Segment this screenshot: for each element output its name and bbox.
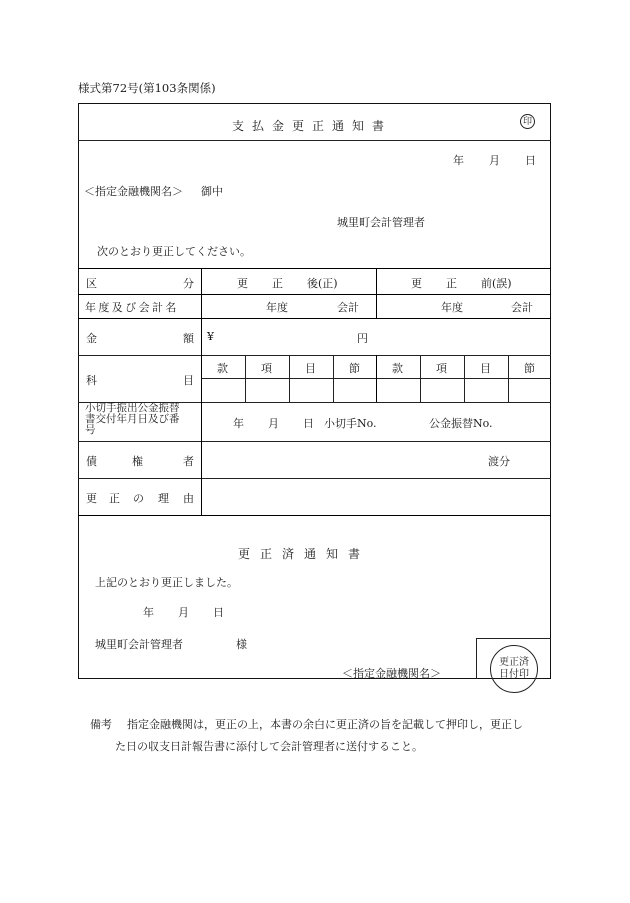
- done-text: 上記のとおり更正しました。: [95, 576, 238, 589]
- kamoku-col-5: [420, 355, 421, 402]
- before-a: 更: [411, 277, 422, 290]
- kamoku-sub-moku-after: 目: [305, 362, 316, 375]
- nendo-after: 年度: [266, 301, 288, 314]
- bank-addressee: ＜指定金融機関名＞: [84, 185, 183, 198]
- kamoku-col-6: [464, 355, 465, 402]
- sender: 城里町会計管理者: [337, 216, 425, 229]
- kamoku-b: 目: [183, 374, 194, 387]
- kogitte-label-1: 小切手振出公金振替: [85, 402, 180, 414]
- kamoku-sub-setsu-before: 節: [524, 362, 535, 375]
- date-month: 月: [489, 154, 500, 167]
- riyu-c: の: [133, 492, 144, 505]
- watashibun: 渡分: [488, 455, 510, 468]
- kaikei-before: 会計: [511, 301, 533, 314]
- done-sama: 様: [236, 638, 247, 651]
- riyu-e: 由: [183, 492, 194, 505]
- done-day: 日: [213, 606, 224, 619]
- kamoku-sub-kou-before: 項: [436, 362, 447, 375]
- after-c: 後(正): [307, 277, 338, 290]
- label-column-line: [201, 268, 202, 515]
- kogitte-month: 月: [268, 417, 279, 430]
- done-month: 月: [178, 606, 189, 619]
- stamp-box-left: [476, 638, 477, 679]
- kogitte-label-3: 号: [85, 424, 96, 436]
- after-a: 更: [237, 277, 248, 290]
- kubun-a: 区: [86, 277, 97, 290]
- saikensha-b: 権: [132, 455, 143, 468]
- riyu-a: 更: [86, 492, 97, 505]
- row-line-3: [78, 355, 551, 356]
- nendo-before: 年度: [441, 301, 463, 314]
- kaikei-after: 会計: [337, 301, 359, 314]
- kamoku-sub-kan-after: 款: [217, 362, 228, 375]
- table-top-line: [78, 268, 551, 269]
- kamoku-col-2: [289, 355, 290, 402]
- row-line-1: [78, 294, 551, 295]
- date-day: 日: [525, 154, 536, 167]
- kamoku-sub-setsu-after: 節: [349, 362, 360, 375]
- done-bank: ＜指定金融機関名＞: [342, 667, 441, 680]
- kogitte-no: 小切手No.: [324, 417, 377, 430]
- kamoku-sub-moku-before: 目: [480, 362, 491, 375]
- kamoku-sub-kan-before: 款: [392, 362, 403, 375]
- form-title: 支払金更正通知書: [232, 119, 393, 133]
- kamoku-col-7: [508, 355, 509, 402]
- done-recipient: 城里町会計管理者: [95, 638, 183, 651]
- yen-mark: ¥: [207, 330, 214, 343]
- saikensha-c: 者: [183, 455, 194, 468]
- before-c: 前(誤): [481, 277, 512, 290]
- kubun-b: 分: [183, 277, 194, 290]
- kogitte-day: 日: [303, 417, 314, 430]
- stamp-box-top: [476, 638, 551, 639]
- saikensha-a: 債: [86, 455, 97, 468]
- form-number: 様式第72号(第103条関係): [78, 81, 216, 95]
- kamoku-col-1: [245, 355, 246, 402]
- kamoku-sub-kou-after: 項: [261, 362, 272, 375]
- row-line-6: [78, 478, 551, 479]
- note-line-1: 指定金融機関は，更正の上，本書の余白に更正済の旨を記載して押印し，更正し: [127, 718, 523, 731]
- row-line-5: [78, 441, 551, 442]
- mid-column-line-top: [376, 268, 377, 318]
- kamoku-col-3: [333, 355, 334, 402]
- title-divider: [78, 140, 551, 141]
- date-year: 年: [453, 154, 464, 167]
- seal-mark: 印: [520, 114, 535, 129]
- kogitte-label-2: 書交付年月日及び番: [85, 413, 180, 425]
- riyu-d: 理: [158, 492, 169, 505]
- kingaku-b: 額: [183, 332, 194, 345]
- before-b: 正: [446, 277, 457, 290]
- table-bottom-line: [78, 515, 551, 516]
- kogitte-year: 年: [233, 417, 244, 430]
- note-label: 備考: [90, 718, 112, 731]
- stamp-line-2: 日付印: [499, 669, 529, 680]
- yen-unit: 円: [357, 332, 368, 345]
- note-line-2: た日の収支日計報告書に添付して会計管理者に送付すること。: [115, 740, 423, 753]
- furikae-no: 公金振替No.: [429, 417, 493, 430]
- stamp-line-1: 更正済: [499, 657, 529, 668]
- mid-column-line-kamoku: [376, 355, 377, 402]
- done-stamp: [490, 645, 538, 693]
- nendo-label: 年度及び会計名: [85, 301, 179, 314]
- done-title: 更正済通知書: [238, 547, 371, 561]
- row-line-2: [78, 318, 551, 319]
- after-b: 正: [272, 277, 283, 290]
- done-year: 年: [143, 606, 154, 619]
- kingaku-a: 金: [86, 332, 97, 345]
- kamoku-a: 科: [86, 374, 97, 387]
- honorific: 御中: [201, 185, 223, 198]
- riyu-b: 正: [109, 492, 120, 505]
- request-text: 次のとおり更正してください。: [97, 245, 251, 258]
